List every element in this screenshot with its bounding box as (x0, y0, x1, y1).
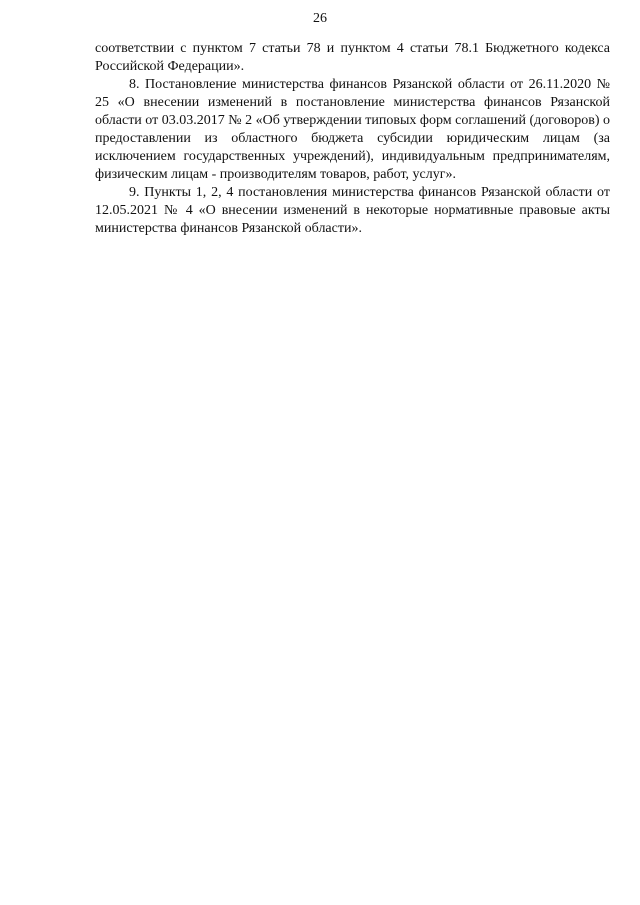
paragraph-item-8: 8. Постановление министерства финансов Рязанской области от 26.11.2020 № 25 «О внесении изменений в постановление министерства финансов Рязанской области от 03.03.2017 № 2 «Об утверждении типовых форм соглашений (договоров) о предоставлении из областного бюджета субсидии юридическим лицам (за исключением государственных учреждений), индивидуальным предпринимателям, физическим лицам - производителям товаров, работ, услуг». (95, 77, 610, 182)
paragraph-continuation: соответствии с пунктом 7 статьи 78 и пунктом 4 статьи 78.1 Бюджетного кодекса Российской Федерации». (95, 41, 610, 74)
document-body (95, 40, 610, 238)
page-number: 26 (313, 11, 327, 26)
paragraph-item-9: 9. Пункты 1, 2, 4 постановления министерства финансов Рязанской области от 12.05.2021 № 4 «О внесении изменений в некоторые нормативные правовые акты министерства финансов Рязанской области». (95, 185, 610, 236)
